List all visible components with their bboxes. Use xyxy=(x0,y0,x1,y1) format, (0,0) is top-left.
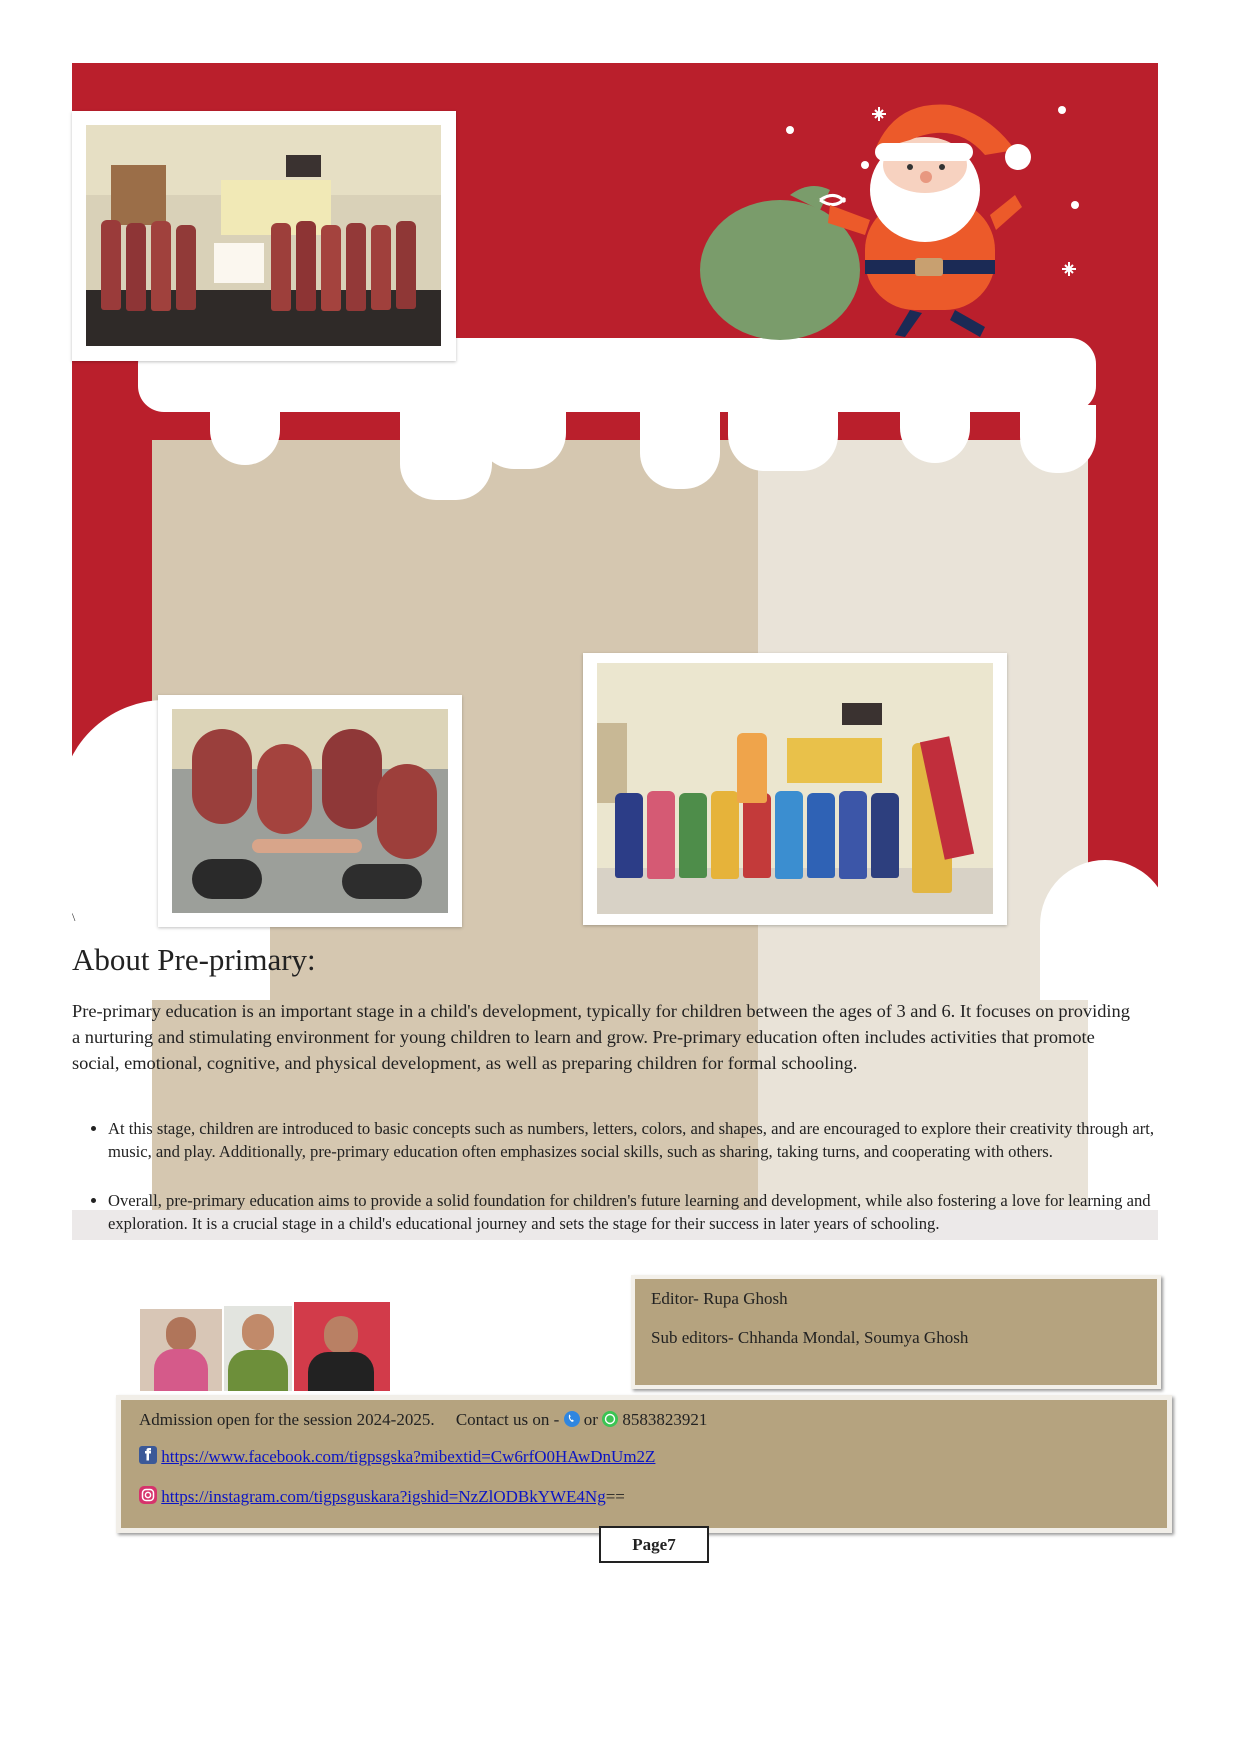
editor-credits xyxy=(631,1275,1161,1389)
instagram-icon[interactable] xyxy=(139,1486,157,1504)
or-text: or xyxy=(583,1410,598,1429)
facebook-row xyxy=(139,1446,655,1467)
facebook-icon[interactable] xyxy=(139,1446,157,1464)
photo-frame-activity xyxy=(158,695,462,927)
santa-illustration xyxy=(670,95,1100,365)
photo-children-group xyxy=(86,125,441,346)
snow-drip xyxy=(728,405,838,471)
contact-box xyxy=(116,1395,1172,1533)
editor-portrait-1 xyxy=(140,1309,222,1391)
editor-portrait-2 xyxy=(224,1306,292,1391)
stray-mark: \ xyxy=(72,910,76,924)
snow-cloud-right xyxy=(1040,860,1170,1000)
instagram-link[interactable]: https://instagram.com/tigpsguskara?igshid=NzZlODBkYWE4Ng xyxy=(161,1487,606,1506)
contact-label: Contact us on - xyxy=(455,1410,560,1429)
phone-icon[interactable] xyxy=(564,1411,580,1427)
sub-editors: Sub editors- Chhanda Mondal, Soumya Ghosh xyxy=(651,1328,969,1347)
page-number: Page7 xyxy=(599,1526,709,1563)
bullet-item: • At this stage, children are introduced to basic concepts such as numbers, letters, colors, and shapes, and are encouraged to explore their creativity through art, music, and play. Additionally, pre-primary education often emphasizes social skills, such as sharing, taking turns, and cooperating with others. xyxy=(108,1117,1193,1163)
snow-drip xyxy=(1020,405,1096,473)
photo-children-activity xyxy=(172,709,448,913)
section-heading: About Pre-primary: xyxy=(72,942,316,977)
photo-frame-group-2 xyxy=(583,653,1007,925)
intro-paragraph: Pre-primary education is an important stage in a child's development, typically for children between the ages of 3 and 6. It focuses on providing a nurturing and stimulating environment for young children to learn and grow. Pre-primary education often includes activities that promote social, emotional, cognitive, and physical development, as well as preparing children for formal schooling. xyxy=(72,1001,1130,1073)
bullet-list xyxy=(72,1117,1193,1261)
phone-number[interactable]: 8583823921 xyxy=(622,1410,708,1429)
snow-drip xyxy=(640,405,720,489)
snow-drip xyxy=(478,405,566,469)
photo-children-teachers xyxy=(597,663,993,914)
photo-frame-group-1 xyxy=(72,111,456,361)
instagram-row xyxy=(139,1486,625,1507)
admission-row xyxy=(139,1410,707,1430)
editor-portrait-3 xyxy=(294,1302,390,1391)
editor-name: Editor- Rupa Ghosh xyxy=(651,1289,788,1308)
facebook-link[interactable]: https://www.facebook.com/tigpsgska?mibextid=Cw6rfO0HAwDnUm2Z xyxy=(161,1447,656,1466)
admission-text: Admission open for the session 2024-2025. xyxy=(139,1410,435,1429)
bullet-item: • Overall, pre-primary education aims to provide a solid foundation for children's future learning and development, while also fostering a love for learning and exploration. It is a crucial stage in a child's educational journey and sets the stage for their success in later years of schooling. xyxy=(108,1189,1193,1235)
instagram-suffix: == xyxy=(605,1487,625,1506)
whatsapp-icon[interactable] xyxy=(602,1411,618,1427)
